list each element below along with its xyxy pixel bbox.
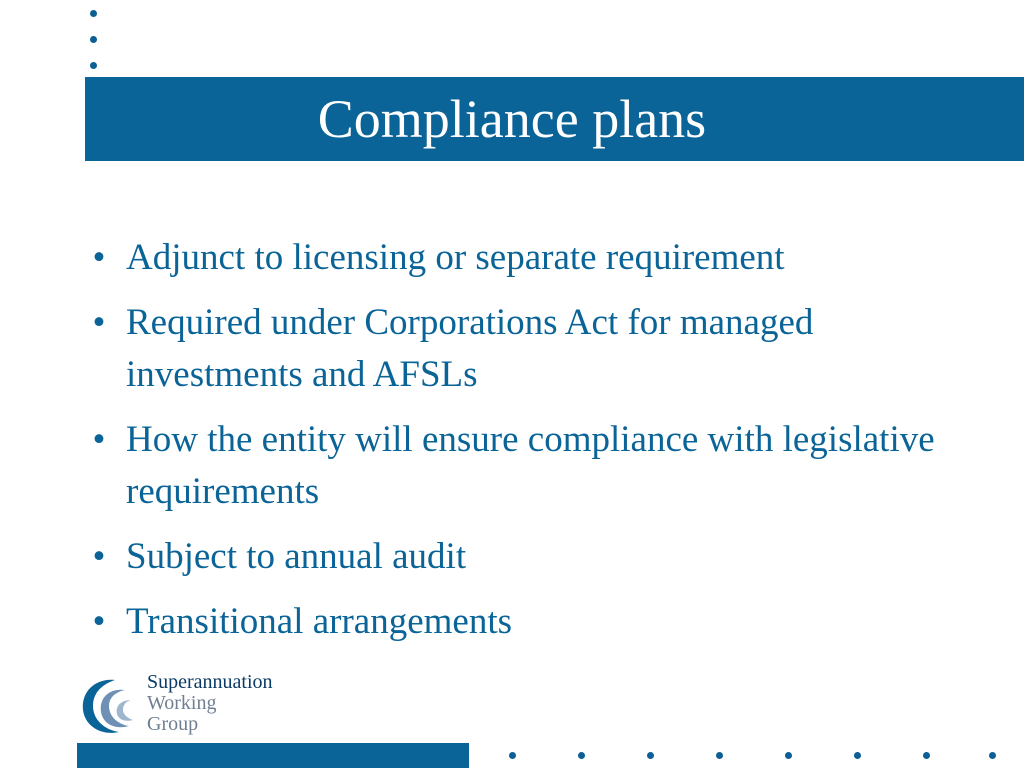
logo-line-working: Working [147,692,217,714]
decorative-dot [578,752,585,759]
bullet-icon: • [92,536,106,577]
bullet-text: How the entity will ensure compliance with legislative requirements [126,419,935,512]
top-decorative-dots [90,10,100,74]
decorative-dot [989,752,996,759]
bullet-item [85,297,985,401]
bullet-text: Required under Corporations Act for managed investments and AFSLs [126,302,814,395]
title-bar [85,77,1024,161]
slide-title: Compliance plans [317,89,707,149]
bullet-item [85,232,985,284]
decorative-dot [509,752,516,759]
logo-line-superannuation: Superannuation [147,671,273,693]
bullet-item [85,414,985,518]
bullet-item [85,596,985,648]
bottom-bar [77,743,469,768]
logo-text [147,672,273,735]
bottom-decorative-dots [509,752,999,762]
bullet-icon: • [92,302,106,343]
bullet-item [85,531,985,583]
decorative-dot [854,752,861,759]
bullet-text: Transitional arrangements [126,601,513,642]
decorative-dot [785,752,792,759]
decorative-dot [90,36,97,43]
decorative-dot [716,752,723,759]
bullet-text: Subject to annual audit [126,536,467,577]
bullet-icon: • [92,419,106,460]
bullet-list [85,232,985,661]
bullet-icon: • [92,601,106,642]
bullet-icon: • [92,237,106,278]
logo-line-group: Group [147,713,199,735]
decorative-dot [90,62,97,69]
decorative-dot [923,752,930,759]
organization-logo [75,668,290,743]
decorative-dot [90,10,97,17]
bullet-text: Adjunct to licensing or separate requirement [126,237,785,278]
decorative-dot [647,752,654,759]
swirl-logo-icon [75,670,135,740]
